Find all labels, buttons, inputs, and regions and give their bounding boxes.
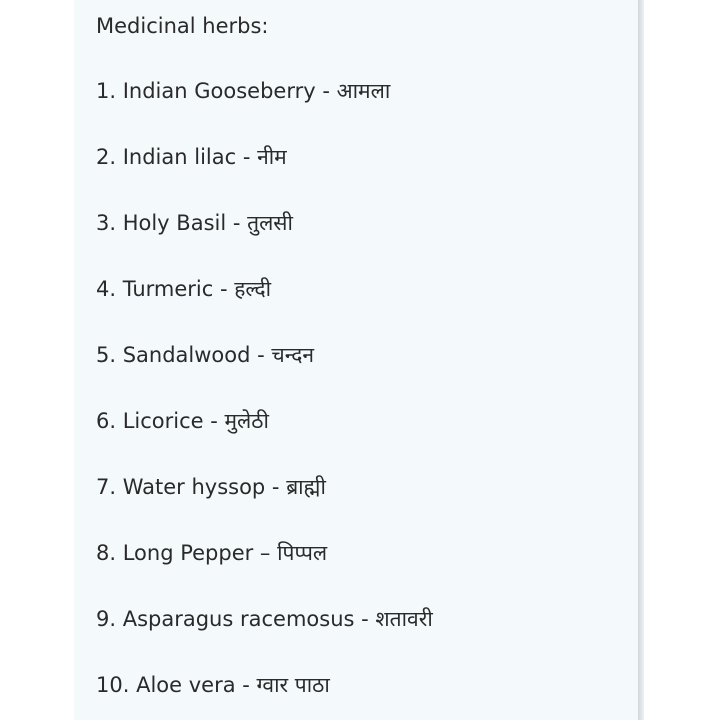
list-item: 6. Licorice - मुलेठी — [96, 409, 269, 433]
card-edge-shadow — [638, 0, 644, 720]
list-item: 9. Asparagus racemosus - शतावरी — [96, 607, 433, 631]
list-item: 10. Aloe vera - ग्वार पाठा — [96, 673, 330, 697]
herb-list — [96, 75, 433, 720]
list-item: 1. Indian Gooseberry - आमला — [96, 79, 391, 103]
list-item: 4. Turmeric - हल्दी — [96, 277, 272, 301]
list-item: 8. Long Pepper – पिप्पल — [96, 541, 328, 565]
list-heading: Medicinal herbs: — [96, 14, 269, 38]
list-item: 3. Holy Basil - तुलसी — [96, 211, 293, 235]
list-item: 2. Indian lilac - नीम — [96, 145, 287, 169]
list-item: 7. Water hyssop - ब्राह्मी — [96, 475, 326, 499]
list-item: 5. Sandalwood - चन्दन — [96, 343, 315, 367]
